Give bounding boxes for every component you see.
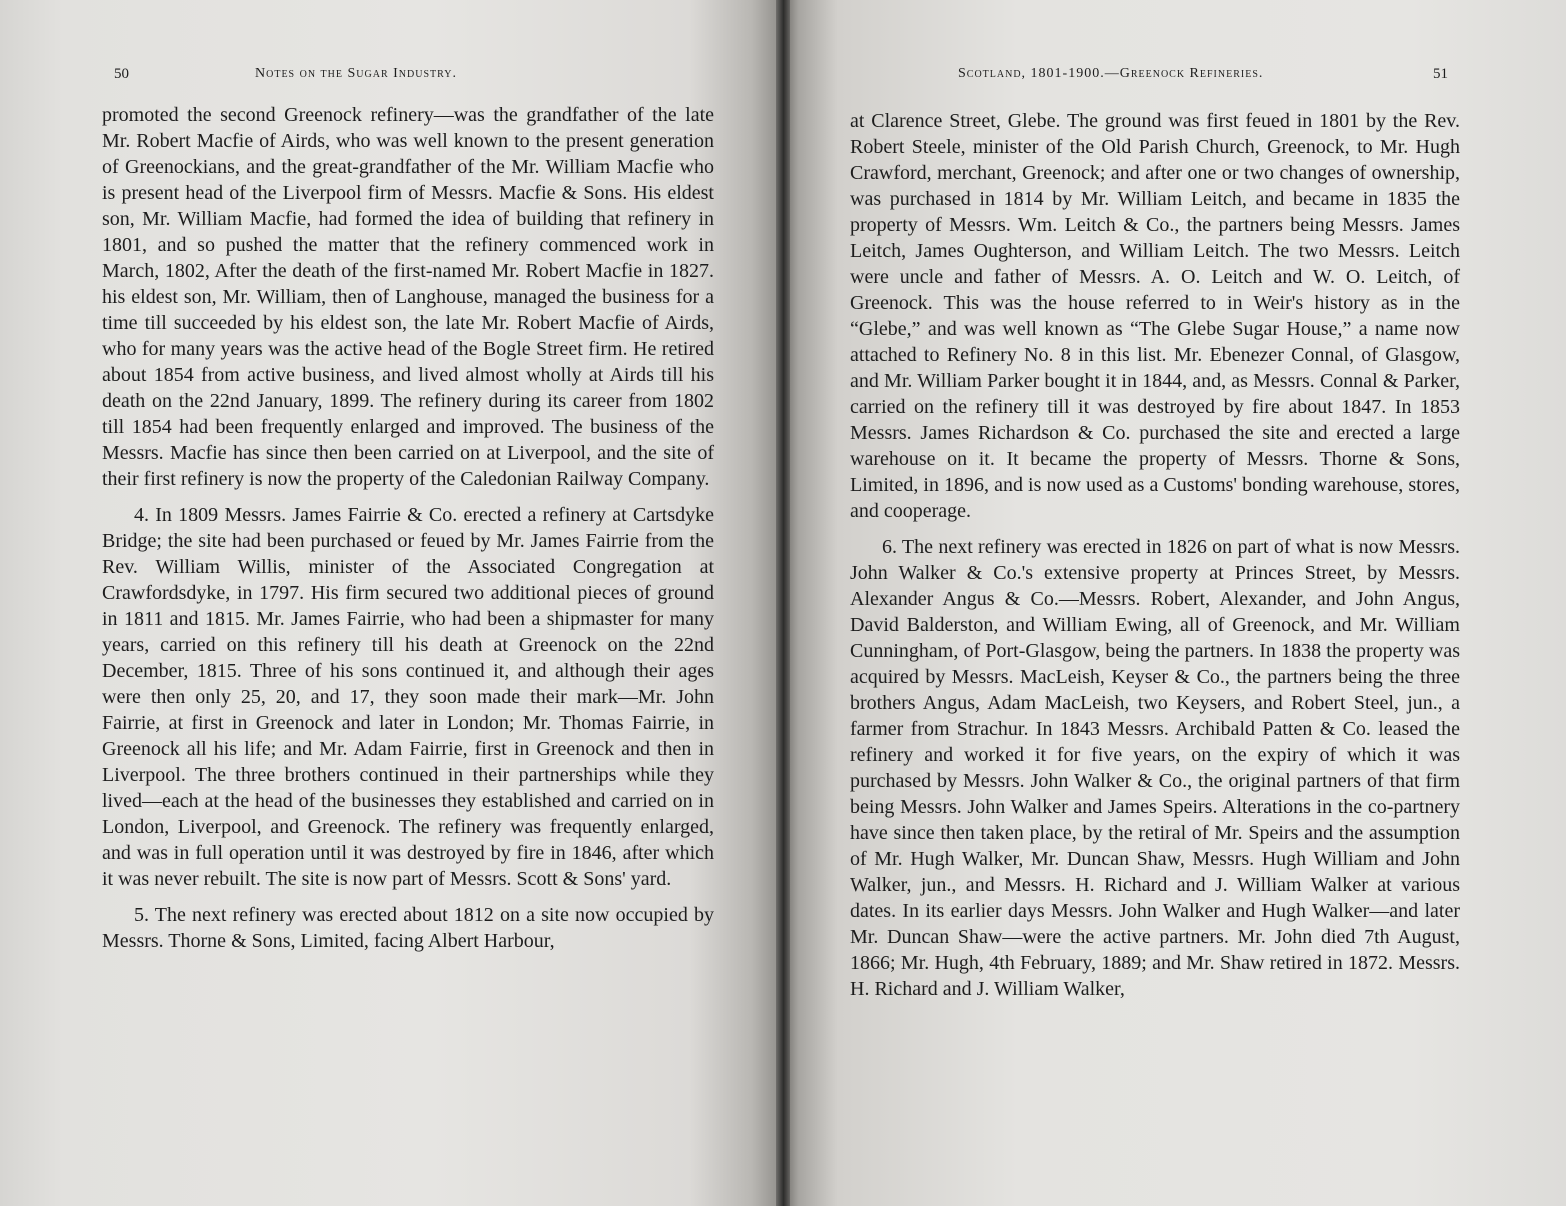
page-number: 50 [114, 66, 129, 82]
body-text [850, 108, 1460, 1002]
paragraph: 6. The next refinery was erected in 1826 on part of what is now Messrs. John Walker & Co.'s extensive property at Princes Street, by Messrs. Alexander Angus & Co.—Messrs. Robert, Alexander, and John Angus, David Balderston, and William Ewing, all of Greenock, and Mr. William Cunningham, of Port-Glasgow, being the partners. In 1838 the property was acquired by Messrs. MacLeish, Keyser & Co., the partners being the three brothers Angus, Adam MacLeish, two Keysers, and Robert Steel, jun., a farmer from Strachur. In 1843 Messrs. Archibald Patten & Co. leased the refinery and worked it for five years, on the expiry of which it was purchased by Messrs. John Walker & Co., the original partners of that firm being Messrs. John Walker and James Speirs. Alterations in the co-partnery have since then taken place, by the retiral of Mr. Speirs and the assumption of Mr. Hugh Walker, Mr. Duncan Shaw, Messrs. Hugh William and John Walker, jun., and Messrs. H. Richard and J. William Walker at various dates. In its earlier days Messrs. John Walker and Hugh Walker—and later Mr. Duncan Shaw—were the active partners. Mr. John died 7th August, 1866; Mr. Hugh, 4th February, 1889; and Mr. Shaw retired in 1872. Messrs. H. Richard and J. William Walker, [850, 536, 1460, 1000]
page-number: 51 [1433, 66, 1448, 82]
paragraph: 4. In 1809 Messrs. James Fairrie & Co. erected a refinery at Cartsdyke Bridge; the site had been purchased or feued by Mr. James Fairrie from the Rev. William Willis, minister of the Associated Congregation at Crawfordsdyke, in 1797. His firm secured two additional pieces of ground in 1811 and 1815. Mr. James Fairrie, who had been a shipmaster for many years, carried on this refinery till his death at Greenock on the 22nd December, 1815. Three of his sons continued it, and although their ages were then only 25, 20, and 17, they soon made their mark—Mr. John Fairrie, at first in Greenock and later in London; Mr. Thomas Fairrie, in Greenock all his life; and Mr. Adam Fairrie, first in Greenock and then in Liverpool. The three brothers continued in their partnerships while they lived—each at the head of the businesses they established and carried on in London, Liverpool, and Greenock. The refinery was frequently enlarged, and was in full operation until it was destroyed by fire in 1846, after which it was never rebuilt. The site is now part of Messrs. Scott & Sons' yard. [102, 504, 714, 890]
paragraph: promoted the second Greenock refinery—was the grandfather of the late Mr. Robert Macfie of Airds, who was well known to the present generation of Greenockians, and the great-grandfather of the Mr. William Macfie who is present head of the Liverpool firm of Messrs. Macfie & Sons. His eldest son, Mr. William Macfie, had formed the idea of building that refinery in 1801, and so pushed the matter that the refinery commenced work in March, 1802, After the death of the first-named Mr. Robert Macfie in 1827. his eldest son, Mr. William, then of Langhouse, managed the business for a time till succeeded by his eldest son, the late Mr. Robert Macfie of Airds, who for many years was the active head of the Bogle Street firm. He retired about 1854 from active business, and lived almost wholly at Airds till his death on the 22nd January, 1899. The refinery during its career from 1802 till 1854 had been frequently enlarged and improved. The business of the Messrs. Macfie has since then been carried on at Liverpool, and the site of their first refinery is now the property of the Caledonian Railway Company. [102, 104, 714, 490]
body-text [102, 102, 714, 954]
running-head: Notes on the Sugar Industry. [255, 66, 457, 81]
running-head: Scotland, 1801-1900.—Greenock Refineries. [958, 66, 1264, 81]
right-page [783, 0, 1566, 1206]
paragraph: at Clarence Street, Glebe. The ground was first feued in 1801 by the Rev. Robert Steele, minister of the Old Parish Church, Greenock, to Mr. Hugh Crawford, merchant, Greenock; and after one or two changes of ownership, was purchased in 1814 by Mr. William Leitch, and became in 1835 the property of Messrs. Wm. Leitch & Co., the partners being Messrs. James Leitch, James Oughterson, and William Leitch. The two Messrs. Leitch were uncle and father of Messrs. A. O. Leitch and W. O. Leitch, of Greenock. This was the house referred to in Weir's history as in the “Glebe,” and was well known as “The Glebe Sugar House,” a name now attached to Refinery No. 8 in this list. Mr. Ebenezer Connal, of Glasgow, and Mr. William Parker bought it in 1844, and, as Messrs. Connal & Parker, carried on the refinery till it was destroyed by fire about 1847. In 1853 Messrs. James Richardson & Co. purchased the site and erected a large warehouse on it. It became the property of Messrs. Thorne & Sons, Limited, in 1896, and is now used as a Customs' bonding warehouse, stores, and cooperage. [850, 110, 1460, 522]
paragraph: 5. The next refinery was erected about 1812 on a site now occupied by Messrs. Thorne & Sons, Limited, facing Albert Harbour, [102, 904, 714, 952]
book-gutter [776, 0, 790, 1206]
